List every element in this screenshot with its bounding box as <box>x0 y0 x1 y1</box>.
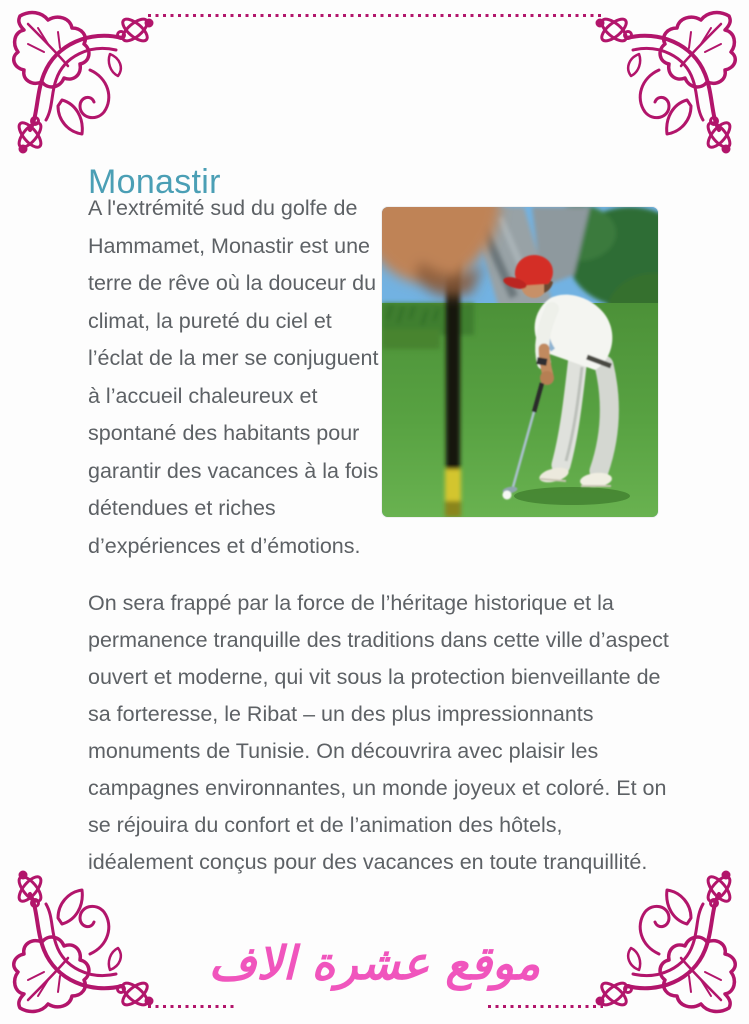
dotted-border-bottom-left <box>148 1005 238 1008</box>
body-paragraph: On sera frappé par la force de l’héritage historique et la permanence tranquille des traditions dans cette ville d’aspect ouvert et moderne, qui vit sous la protection bienveillante de sa forteresse, le Ribat – un des plus impressionnants monuments de Tunisie. On découvrira avec plaisir les campagnes environnantes, un monde joyeux et coloré. Et on se réjouira du confort et de l’animation des hôtels, idéalement conçus pour des vacances en toute tranquillité. <box>88 591 669 874</box>
golfer-photo-illustration <box>382 207 658 517</box>
page-title: Monastir <box>88 162 221 201</box>
floral-corner-ornament-bottom-right <box>595 870 745 1020</box>
site-watermark-arabic: موقع عشرة الاف <box>208 936 541 990</box>
floral-corner-ornament-bottom-left <box>4 870 154 1020</box>
intro-paragraph: A l'extrémité sud du golfe de Hammamet, Monastir est une terre de rêve où la douceur du climat, la pureté du ciel et l’éclat de la mer se conjuguent à l’accueil chaleureux et spontané des habitants pour garantir des vacances à la fois détendues et riches d’expériences et d’émotions. <box>88 196 379 558</box>
floral-corner-ornament-top-right <box>595 4 745 154</box>
golfer-photo <box>382 207 658 517</box>
dotted-border-top <box>148 14 601 17</box>
dotted-border-bottom-right <box>488 1005 603 1008</box>
floral-corner-ornament-top-left <box>4 4 154 154</box>
